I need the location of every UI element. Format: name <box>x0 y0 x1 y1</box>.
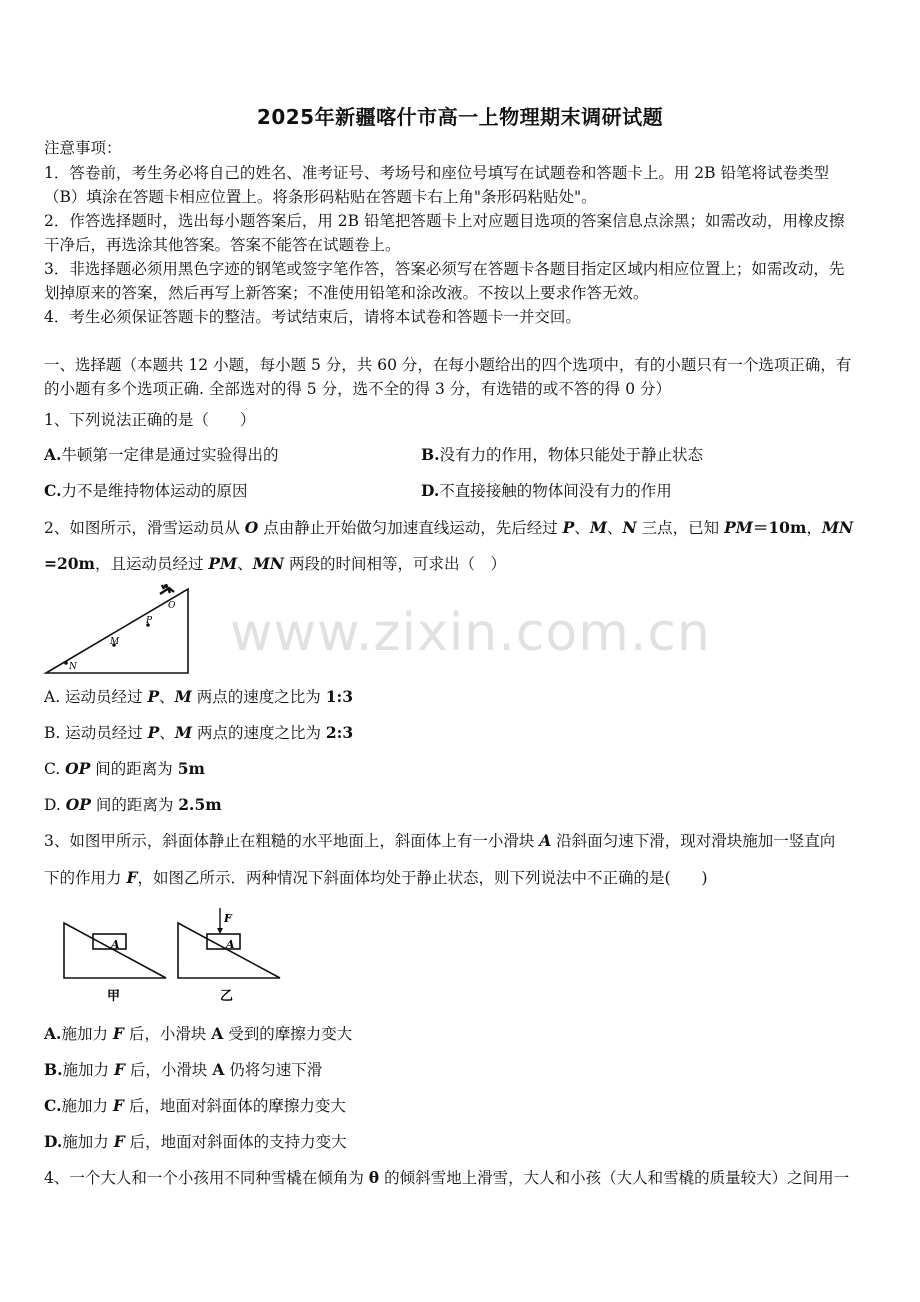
text: 、 <box>574 519 590 537</box>
var-theta: θ <box>368 1168 380 1187</box>
text: 后，小滑块 <box>123 1025 212 1043</box>
text: 后，地面对斜面体的摩擦力变大 <box>123 1097 346 1115</box>
notice-line: 1．答卷前，考生务必将自己的姓名、准考证号、考场号和座位号填写在试题卷和答题卡上。用 2B 铅笔将试卷类型 <box>44 164 829 182</box>
text: A. 运动员经过 <box>44 688 148 706</box>
option-label: D. <box>421 481 440 500</box>
question-3-stem-line-2 <box>44 867 882 889</box>
text: 三点，已知 <box>636 519 725 537</box>
q1-option-b <box>421 444 703 466</box>
text: 、 <box>607 519 623 537</box>
text: ，且运动员经过 <box>94 555 209 573</box>
question-4-stem-line-1 <box>44 1167 882 1189</box>
text: ， <box>806 519 822 537</box>
notice-line: 划掉原来的答案，然后再写上新答案；不准使用铅笔和涂改液。不按以上要求作答无效。 <box>44 284 649 302</box>
q1-option-c <box>44 480 247 502</box>
question-1-stem: 1、下列说法正确的是（ ） <box>44 411 256 429</box>
label-F: F <box>224 912 232 925</box>
q3-option-c <box>44 1095 882 1117</box>
var-MN: MN <box>252 554 285 573</box>
text: 仍将匀速下滑 <box>224 1061 323 1079</box>
q3-option-d <box>44 1131 882 1153</box>
notice-line: 2．作答选择题时，选出每小题答案后，用 2B 铅笔把答题卡上对应题目选项的答案信息点涂黑；如需改动，用橡皮擦 <box>44 212 845 230</box>
text: C. <box>44 760 66 778</box>
var-N: N <box>622 518 637 537</box>
label-N: N <box>69 662 77 672</box>
section-header-line: 一、选择题（本题共 12 小题，每小题 5 分，共 60 分，在每小题给出的四个选项中，有的小题只有一个选项正确，有 <box>44 356 852 374</box>
var-M: M <box>174 687 192 706</box>
value: 1:3 <box>325 687 353 706</box>
text: 两点的速度之比为 <box>191 688 326 706</box>
text: D. <box>44 796 66 814</box>
var-O: O <box>244 518 259 537</box>
question-2-stem-line-1 <box>44 517 882 539</box>
text: ，如图乙所示．两种情况下斜面体均处于静止状态，则下列说法中不正确的是( ) <box>137 869 708 887</box>
text: 施加力 <box>62 1061 114 1079</box>
label-A: A <box>111 938 120 951</box>
label-M: M <box>110 637 120 647</box>
var-A: A <box>212 1060 225 1079</box>
var-M: M <box>589 518 608 537</box>
label-A: A <box>226 938 235 951</box>
notice-line: 干净后，再选涂其他答案。答案不能答在试题卷上。 <box>44 236 401 254</box>
text: 施加力 <box>61 1025 113 1043</box>
text: 间的距离为 <box>90 796 179 814</box>
text: 后，地面对斜面体的支持力变大 <box>124 1133 347 1151</box>
incline-figures <box>60 905 290 1005</box>
var-PM: PM <box>208 554 238 573</box>
option-text: 力不是维持物体运动的原因 <box>61 482 248 500</box>
var-F: F <box>126 868 138 887</box>
q2-option-a <box>44 686 882 708</box>
text: 、 <box>159 724 175 742</box>
option-label: A. <box>44 445 62 464</box>
var-PM: PM <box>724 518 753 537</box>
text: 3、如图甲所示，斜面体静止在粗糙的水平地面上，斜面体上有一小滑块 <box>44 832 540 850</box>
notice-heading: 注意事项： <box>44 139 122 157</box>
label-P: P <box>146 616 153 626</box>
text: 两段的时间相等，可求出（ ） <box>284 555 507 573</box>
option-label: C. <box>44 1096 62 1115</box>
var-F: F <box>112 1096 124 1115</box>
var-OP: OP <box>65 795 91 814</box>
text: 的倾斜雪地上滑雪，大人和小孩（大人和雪橇的质量较大）之间用一 <box>379 1169 850 1187</box>
text: 2、如图所示，滑雪运动员从 <box>44 519 245 537</box>
text: 受到的摩擦力变大 <box>223 1025 353 1043</box>
var-MN: MN <box>821 518 854 537</box>
text: 、 <box>237 555 253 573</box>
text: 间的距离为 <box>90 760 178 778</box>
q3-option-b <box>44 1059 882 1081</box>
text: B. 运动员经过 <box>44 724 148 742</box>
text: 施加力 <box>62 1133 114 1151</box>
arrow-head-icon <box>217 928 223 934</box>
section-header-line: 的小题有多个选项正确. 全部选对的得 5 分，选不全的得 3 分，有选错的或不答的得 0 分） <box>44 380 672 398</box>
notice-line: 3．非选择题必须用黑色字迹的钢笔或签字笔作答，答案必须写在答题卡各题目指定区域内相应位置上；如需改动，先 <box>44 260 845 278</box>
var-F: F <box>113 1060 125 1079</box>
q2-option-c <box>44 758 882 780</box>
var-A: A <box>539 831 552 850</box>
text: 施加力 <box>61 1097 113 1115</box>
value: ＝10m <box>752 518 807 537</box>
option-text: 不直接接触的物体间没有力的作用 <box>439 482 672 500</box>
question-3-stem-line-1 <box>44 830 882 852</box>
option-label: C. <box>44 481 62 500</box>
incline-yi <box>178 908 280 1004</box>
option-label: A. <box>44 1024 62 1043</box>
var-F: F <box>113 1132 125 1151</box>
value: 5m <box>177 759 205 778</box>
var-OP: OP <box>65 759 91 778</box>
var-P: P <box>147 687 160 706</box>
text: 两点的速度之比为 <box>192 724 326 742</box>
option-label: D. <box>44 1132 63 1151</box>
text: 点由静止开始做匀加速直线运动，先后经过 <box>258 519 563 537</box>
ski-slope-figure <box>40 583 196 679</box>
question-2-stem-line-2 <box>44 553 882 575</box>
text: 、 <box>159 688 175 706</box>
label-yi: 乙 <box>220 989 234 1004</box>
incline-jia <box>64 923 166 1004</box>
var-P: P <box>562 518 575 537</box>
q2-option-d <box>44 794 882 816</box>
page-title: 2025年新疆喀什市高一上物理期末调研试题 <box>256 105 664 129</box>
value: 2.5m <box>178 795 222 814</box>
value: 2:3 <box>325 723 354 742</box>
q1-option-d <box>421 480 672 502</box>
slope-triangle <box>46 589 188 673</box>
text: 4、一个大人和一个小孩用不同种雪橇在倾角为 <box>44 1169 369 1187</box>
text: 沿斜面匀速下滑，现对滑块施加一竖直向 <box>551 832 836 850</box>
option-label: B. <box>421 445 440 464</box>
q1-option-a <box>44 444 278 466</box>
value: =20m <box>44 554 95 573</box>
label-jia: 甲 <box>107 989 121 1004</box>
var-M: M <box>174 723 193 742</box>
option-text: 没有力的作用，物体只能处于静止状态 <box>439 446 704 464</box>
skier-icon <box>160 584 174 594</box>
point-N <box>64 661 68 665</box>
var-F: F <box>112 1024 124 1043</box>
label-O: O <box>168 601 176 611</box>
q3-option-a <box>44 1023 882 1045</box>
notice-line: 4．考生必须保证答题卡的整洁。考试结束后，请将本试卷和答题卡一并交回。 <box>44 308 581 326</box>
watermark: www.zixin.com.cn <box>230 603 711 663</box>
option-text: 牛顿第一定律是通过实验得出的 <box>61 446 279 464</box>
text: 下的作用力 <box>44 869 127 887</box>
var-P: P <box>147 723 160 742</box>
notice-line: （B）填涂在答题卡相应位置上。将条形码粘贴在答题卡右上角"条形码粘贴处"。 <box>44 188 597 206</box>
option-label: B. <box>44 1060 63 1079</box>
q2-option-b <box>44 722 882 744</box>
text: 后，小滑块 <box>124 1061 213 1079</box>
var-A: A <box>211 1024 224 1043</box>
